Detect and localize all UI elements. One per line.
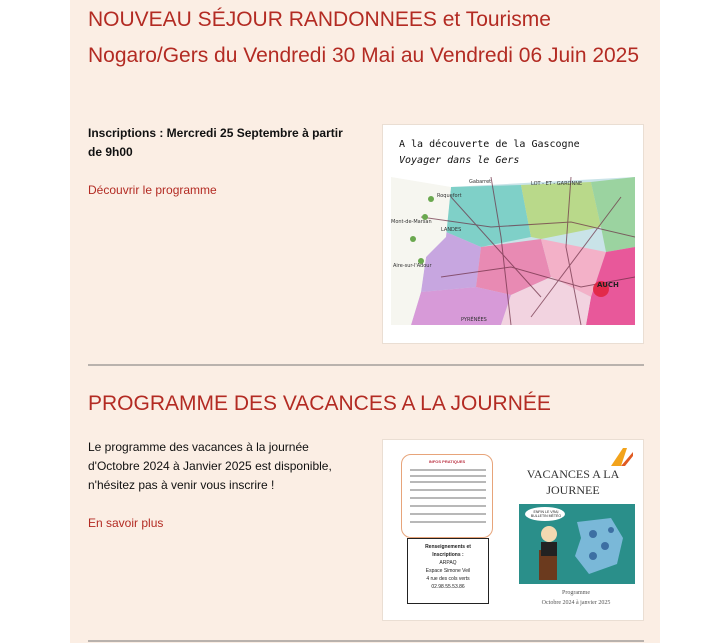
section-title: PROGRAMME DES VACANCES A LA JOURNÉE <box>88 392 551 415</box>
map-label-mont: Mont-de-Marsan <box>391 219 432 225</box>
text-line <box>410 489 486 491</box>
contact-line: ARPAQ <box>439 560 457 566</box>
vacances-section <box>88 386 644 606</box>
section-divider <box>88 364 644 366</box>
text-line <box>410 513 486 515</box>
en-savoir-plus-link[interactable]: En savoir plus <box>88 516 164 530</box>
map-label-aire: Aire-sur-l'Adour <box>393 263 432 269</box>
text-line <box>410 521 486 523</box>
contact-line: Renseignements et <box>425 544 471 550</box>
section-title <box>88 2 644 74</box>
map-heading-2: Voyager dans le Gers <box>399 155 520 166</box>
vacances-text: Le programme des vacances à la journée d'Octobre 2024 à Janvier 2025 est disponible, n'hésitez pas à venir vous inscrire ! <box>88 440 332 492</box>
map-illustration <box>391 177 635 325</box>
map-label-lot: LOT - ET - GARONNE <box>531 181 583 187</box>
content-panel <box>70 0 660 643</box>
gers-map <box>391 177 635 325</box>
contact-line: 4 rue des cols verts <box>426 576 470 582</box>
arpaq-logo-icon <box>609 446 635 468</box>
text-line <box>410 481 486 483</box>
weather-illustration <box>519 504 635 584</box>
map-label-gabarret: Gabarret <box>469 179 492 185</box>
map-label-auch: AUCH <box>597 281 619 289</box>
decouvrir-programme-link[interactable]: Découvrir le programme <box>88 183 217 197</box>
programme-dates: Octobre 2024 à janvier 2025 <box>541 600 611 606</box>
map-label-landes: LANDES <box>441 227 462 233</box>
map-label-roquefort: Roquefort <box>437 193 462 199</box>
text-line <box>410 469 486 471</box>
section-divider <box>88 640 644 642</box>
text-line <box>410 505 486 507</box>
inscriptions-text: Inscriptions : Mercredi 25 Septembre à partir de 9h00 <box>88 126 343 159</box>
title-part-2: et Tourisme Nogaro/Gers du Vendredi 30 Mai au Vendredi 06 Juin 2025 <box>88 8 640 67</box>
infos-title: INFOS PRATIQUES <box>428 459 466 464</box>
sejour-section <box>88 2 644 323</box>
gascogne-map-image[interactable] <box>383 125 643 343</box>
map-label-pyrenees: PYRÉNÉES <box>461 317 487 323</box>
title-part-1: NOUVEAU SÉJOUR RANDONNEES <box>88 8 437 31</box>
text-line <box>410 497 486 499</box>
text-line <box>410 475 486 477</box>
infos-pratiques-box <box>401 454 493 538</box>
vacances-title: VACANCES A LA JOURNEE <box>526 467 620 497</box>
programme-label: Programme <box>562 590 590 596</box>
contact-line: 02.98.55.53.86 <box>431 584 465 590</box>
vacances-brochure-image[interactable] <box>383 440 643 620</box>
contact-line: Inscriptions : <box>432 552 464 558</box>
speech-bubble-text: ENFIN LE VRAI BULLETIN MÉTÉO <box>530 510 562 518</box>
map-heading-1: A la découverte de la Gascogne <box>399 139 580 150</box>
contact-box <box>407 538 489 604</box>
contact-line: Espace Simone Veil <box>425 568 471 574</box>
